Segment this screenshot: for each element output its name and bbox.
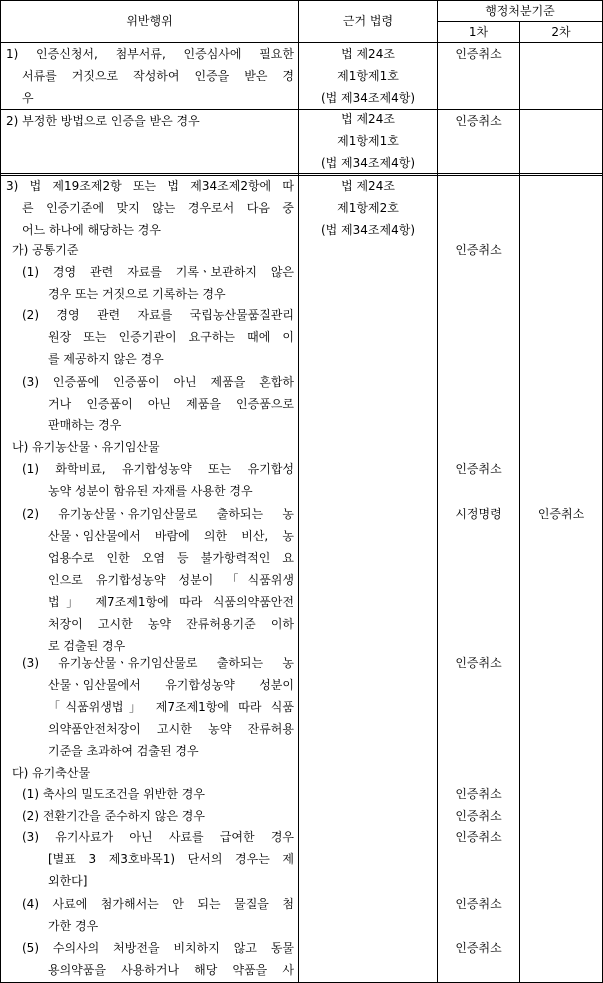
- list-item-line: (2) 전환기간을 준수하지 않은 경우: [22, 809, 205, 823]
- row-1-violation-line: 서류를 거짓으로 작성하여 인증을 받은 경: [22, 69, 294, 83]
- item-first-penalty: 인증취소: [455, 656, 502, 670]
- row-3-basis-line: 제1항제2호: [337, 201, 399, 215]
- row-3-basis-line: 법 제24조: [341, 179, 395, 193]
- header-penalty-standard: 행정처분기준: [485, 4, 555, 18]
- row-2-violation-line: 2) 부정한 방법으로 인증을 받은 경우: [6, 114, 200, 128]
- row-1-basis-line: 제1항제1호: [337, 69, 399, 83]
- list-item-line: 경우 또는 거짓으로 기록하는 경우: [48, 287, 226, 301]
- row-3-intro-line: 3) 법 제19조제2항 또는 법 제34조제2항에 따: [6, 179, 294, 193]
- item-first-penalty: 인증취소: [455, 941, 502, 955]
- item-first-penalty: 인증취소: [455, 787, 502, 801]
- row-3-intro-line: 른 인증기준에 맞지 않는 경우로서 다음 중: [22, 201, 294, 215]
- header-second-offense: 2차: [551, 25, 571, 39]
- list-item-line: (1) 화학비료, 유기합성농약 또는 유기합성: [22, 462, 294, 476]
- list-item-line: (5) 수의사의 처방전을 비치하지 않고 동물: [22, 941, 294, 955]
- row-1-first-penalty: 인증취소: [455, 47, 502, 61]
- table-border-left: [0, 0, 1, 983]
- row-2-basis-line: 제1항제1호: [337, 134, 399, 148]
- list-item-line: 업용수로 인한 오염 등 불가항력적인 요: [48, 551, 294, 565]
- list-item-line: (1) 경영 관련 자료를 기록ㆍ보관하지 않은: [22, 265, 294, 279]
- list-item-line: 산물ㆍ임산물에서 바람에 의한 비산, 농: [48, 529, 294, 543]
- row-1-basis-line: 법 제24조: [341, 47, 395, 61]
- list-item-line: 기준을 초과하여 검출된 경우: [48, 744, 199, 758]
- list-item-line: (3) 유기사료가 아닌 사료를 급여한 경우: [22, 830, 294, 844]
- list-item-line: 의약품안전처장이 고시한 농약 잔류허용: [48, 722, 294, 736]
- list-item-line: [별표 3 제3호바목1) 단서의 경우는 제: [48, 852, 294, 866]
- section-title-organic-crops: 나) 유기농산물ㆍ유기임산물: [12, 440, 160, 454]
- header-first-offense: 1차: [468, 25, 489, 39]
- list-item-line: 로 검출된 경우: [48, 639, 126, 653]
- header-violation: 위반행위: [126, 14, 173, 28]
- list-item-line: (4) 사료에 첨가해서는 안 되는 물질을 첨: [22, 897, 294, 911]
- row-1-violation-line: 1) 인증신청서, 첨부서류, 인증심사에 필요한: [6, 47, 294, 61]
- row-1-violation-line: 우: [22, 91, 34, 105]
- header-legal-basis: 근거 법령: [342, 14, 394, 28]
- item-first-penalty: 시정명령: [455, 507, 502, 521]
- list-item-line: 법」 제7조제1항에 따라 식품의약품안전: [48, 595, 294, 609]
- list-item-line: (1) 축사의 밀도조건을 위반한 경우: [22, 787, 205, 801]
- list-item-line: 인으로 유기합성농약 성분이 「식품위생: [48, 573, 294, 587]
- row-3-intro-line: 어느 하나에 해당하는 경우: [22, 223, 161, 237]
- section-title-common: 가) 공통기준: [12, 243, 79, 257]
- list-item-line: (3) 인증품에 인증품이 아닌 제품을 혼합하: [22, 375, 294, 389]
- item-first-penalty: 인증취소: [455, 809, 502, 823]
- section-common-first-penalty: 인증취소: [455, 243, 502, 257]
- list-item-line: (2) 경영 관련 자료를 국립농산물품질관리: [22, 308, 294, 322]
- item-first-penalty: 인증취소: [455, 830, 502, 844]
- column-divider-second: [519, 21, 520, 983]
- list-item-line: 처장이 고시한 농약 잔류허용기준 이하: [48, 617, 294, 631]
- list-item-line: 가한 경우: [48, 919, 99, 933]
- list-item-line: 를 제공하지 않은 경우: [48, 352, 164, 366]
- item-second-penalty: 인증취소: [537, 507, 585, 521]
- list-item-line: (2) 유기농산물ㆍ유기임산물로 출하되는 농: [22, 507, 294, 521]
- item-first-penalty: 인증취소: [455, 897, 502, 911]
- row-2-basis-line: (법 제34조제4항): [320, 156, 416, 170]
- row-3-basis-line: (법 제34조제4항): [320, 223, 416, 237]
- list-item-line: (3) 유기농산물ㆍ유기임산물로 출하되는 농: [22, 656, 294, 670]
- list-item-line: 농약 성분이 함유된 자재를 사용한 경우: [48, 484, 253, 498]
- list-item-line: 판매하는 경우: [48, 418, 122, 432]
- row-2-first-penalty: 인증취소: [455, 114, 502, 128]
- list-item-line: 원장 또는 인증기관이 요구하는 때에 이: [48, 330, 294, 344]
- item-first-penalty: 인증취소: [455, 462, 502, 476]
- list-item-line: 거나 인증품이 아닌 제품을 인증품으로: [48, 397, 294, 411]
- row-1-basis-line: (법 제34조제4항): [320, 91, 416, 105]
- list-item-line: 산물ㆍ임산물에서 유기합성농약 성분이: [48, 678, 294, 692]
- row-2-basis-line: 법 제24조: [341, 112, 395, 126]
- list-item-line: 외한다]: [48, 874, 88, 888]
- list-item-line: 용의약품을 사용하거나 해당 약품을 사: [48, 963, 294, 977]
- list-item-line: 「식품위생법」 제7조제1항에 따라 식품: [48, 700, 294, 714]
- section-title-organic-livestock: 다) 유기축산물: [12, 766, 91, 780]
